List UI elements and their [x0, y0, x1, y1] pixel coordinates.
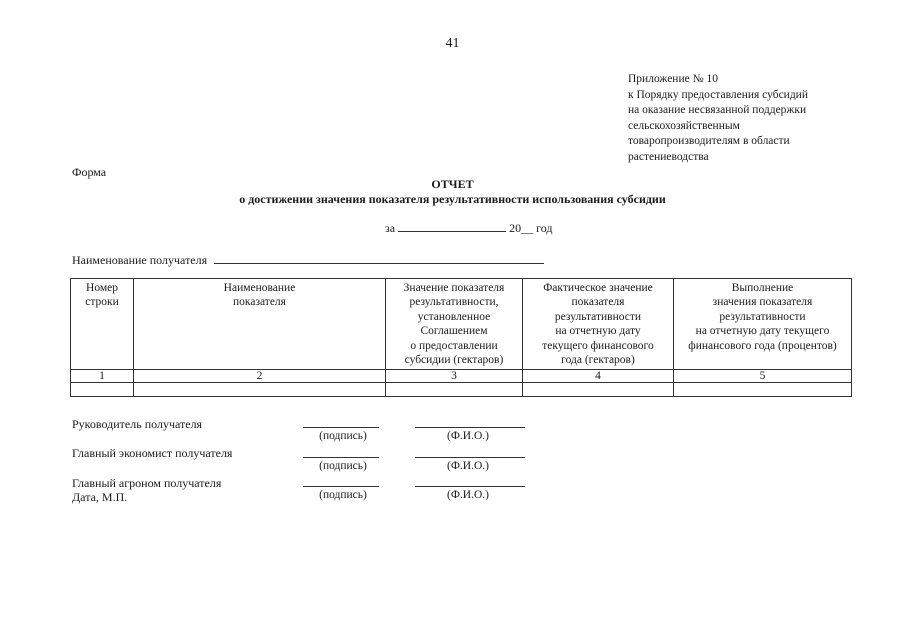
header-cell: [134, 279, 386, 370]
column-number-row: [71, 370, 852, 383]
report-table: [70, 278, 852, 397]
name-line: [415, 457, 525, 458]
table-cell[interactable]: [386, 383, 523, 397]
signature-line: [303, 486, 379, 487]
form-label: Форма: [72, 165, 107, 179]
period-year: 20__: [509, 221, 534, 235]
table-cell[interactable]: [674, 383, 852, 397]
column-number: 2: [134, 370, 386, 383]
column-number: 1: [71, 370, 134, 383]
document-title: ОТЧЕТ: [431, 177, 474, 191]
signatory-agronomist-label: Главный агроном получателя: [72, 476, 222, 490]
name-line: [415, 427, 525, 428]
header-cell: [386, 279, 523, 370]
document-subtitle: о достижении значения показателя результативности использования субсидии: [239, 192, 666, 206]
column-number: 5: [674, 370, 852, 383]
signature-caption: (подпись): [319, 489, 367, 501]
signatory-head-label: Руководитель получателя: [72, 417, 203, 431]
signatory-economist-label: Главный экономист получателя: [72, 446, 233, 460]
name-caption: (Ф.И.О.): [447, 430, 489, 442]
report-period: [385, 221, 552, 236]
header-text: Выполнение значения показателя результативности на отчетную дату текущего финансового года (процентов): [688, 282, 837, 352]
appendix-line: к Порядку предоставления субсидий: [628, 88, 808, 101]
table-row: [71, 383, 852, 397]
period-suffix: год: [536, 221, 553, 235]
period-prefix: за: [385, 221, 396, 235]
appendix-line: растениеводства: [628, 150, 709, 163]
header-text: Значение показателя результативности, установленное Соглашением о предоставлении субсидии (гектаров): [403, 282, 505, 367]
period-blank: [398, 221, 506, 232]
appendix-line: Приложение № 10: [628, 73, 718, 85]
table-cell[interactable]: [523, 383, 674, 397]
appendix-line: товаропроизводителям в области: [628, 135, 790, 148]
signature-caption: (подпись): [319, 460, 367, 472]
appendix-note: [628, 72, 858, 166]
name-caption: (Ф.И.О.): [447, 460, 489, 472]
header-cell: [674, 279, 852, 370]
name-line: [415, 486, 525, 487]
appendix-line: сельскохозяйственным: [628, 119, 740, 132]
table-cell[interactable]: [134, 383, 386, 397]
recipient-row: [72, 253, 544, 268]
table-cell[interactable]: [71, 383, 134, 397]
name-caption: (Ф.И.О.): [447, 489, 489, 501]
header-cell: [523, 279, 674, 370]
appendix-line: на оказание несвязанной поддержки: [628, 104, 807, 117]
signature-line: [303, 457, 379, 458]
header-cell: [71, 279, 134, 370]
column-number: 4: [523, 370, 674, 383]
recipient-blank: [214, 253, 544, 264]
page-number: 41: [445, 36, 460, 51]
column-number: 3: [386, 370, 523, 383]
header-text: Номер строки: [85, 282, 119, 309]
date-stamp-label: Дата, М.П.: [72, 490, 128, 504]
table-header-row: [71, 279, 852, 370]
signature-caption: (подпись): [319, 430, 367, 442]
recipient-label: Наименование получателя: [72, 253, 208, 267]
signature-line: [303, 427, 379, 428]
header-text: Наименование показателя: [223, 282, 296, 309]
header-text: Фактическое значение показателя результативности на отчетную дату текущего финансового года (гектаров): [542, 282, 654, 367]
